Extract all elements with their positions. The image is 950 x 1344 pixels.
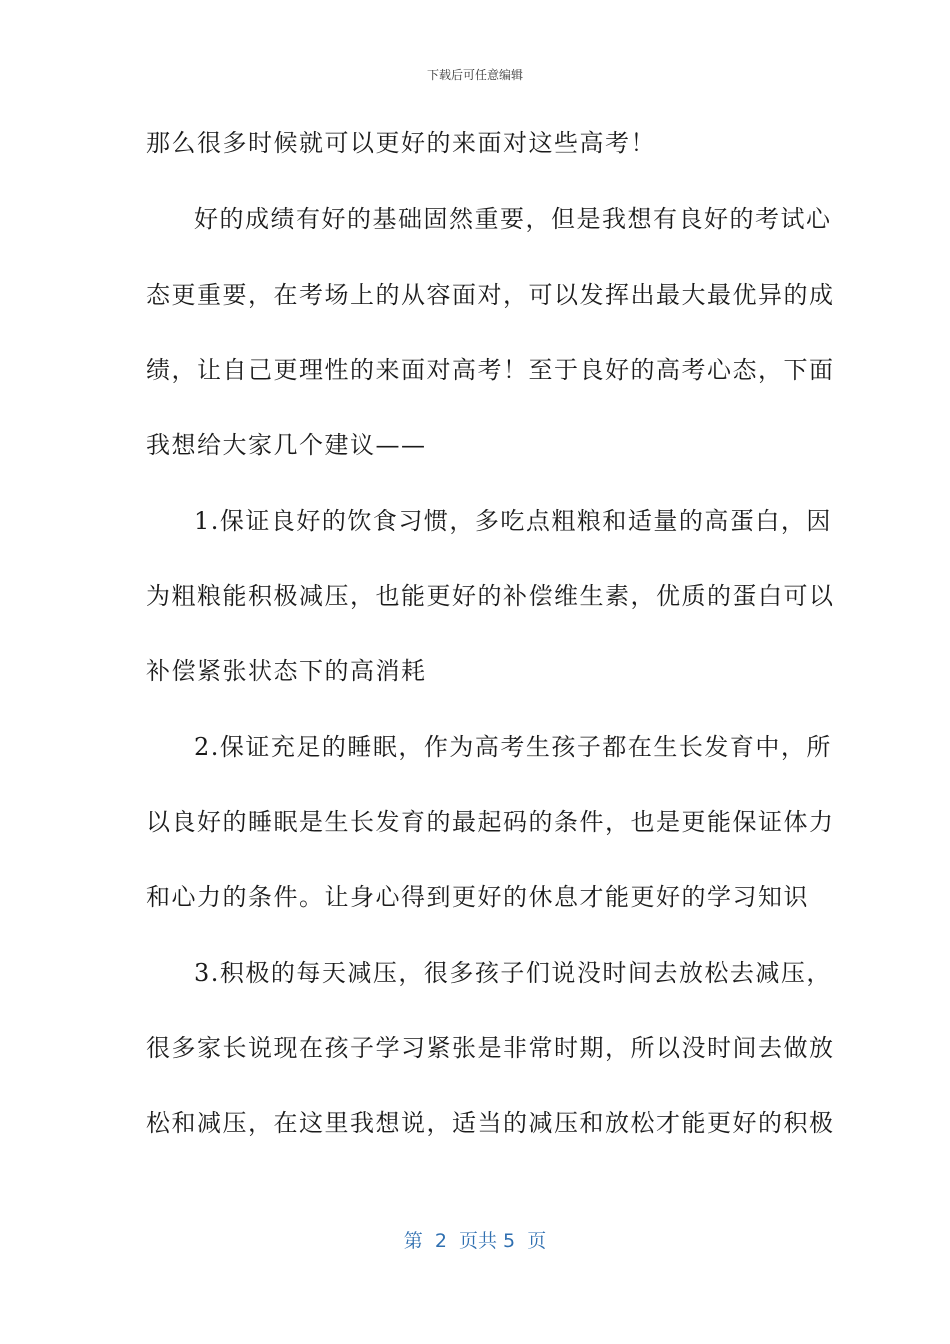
list-item-line: 2.保证充足的睡眠，作为高考生孩子都在生长发育中，所 [194, 733, 832, 761]
page-header: 下载后可任意编辑 [426, 68, 523, 82]
list-item-line: 松和减压，在这里我想说，适当的减压和放松才能更好的积极 [146, 1109, 835, 1137]
list-item-line: 3.积极的每天减压，很多孩子们说没时间去放松去减压， [194, 959, 832, 987]
list-item-line: 为粗粮能积极减压，也能更好的补偿维生素，优质的蛋白可以 [146, 582, 835, 610]
list-item-line: 1.保证良好的饮食习惯，多吃点粗粮和适量的高蛋白，因 [194, 507, 832, 535]
list-item-line: 补偿紧张状态下的高消耗 [146, 657, 427, 685]
paragraph-line: 绩，让自己更理性的来面对高考！至于良好的高考心态，下面 [146, 356, 835, 384]
list-item-line: 和心力的条件。让身心得到更好的休息才能更好的学习知识 [146, 883, 809, 911]
paragraph-line: 好的成绩有好的基础固然重要，但是我想有良好的考试心 [194, 205, 832, 233]
paragraph-line: 态更重要，在考场上的从容面对，可以发挥出最大最优异的成 [146, 281, 835, 309]
list-item-line: 以良好的睡眠是生长发育的最起码的条件，也是更能保证体力 [146, 808, 835, 836]
page-number: 第 2 页共 5 页 [403, 1230, 547, 1252]
paragraph-line: 那么很多时候就可以更好的来面对这些高考！ [146, 129, 656, 157]
list-item-line: 很多家长说现在孩子学习紧张是非常时期，所以没时间去做放 [146, 1034, 835, 1062]
paragraph-line: 我想给大家几个建议—— [146, 431, 427, 459]
